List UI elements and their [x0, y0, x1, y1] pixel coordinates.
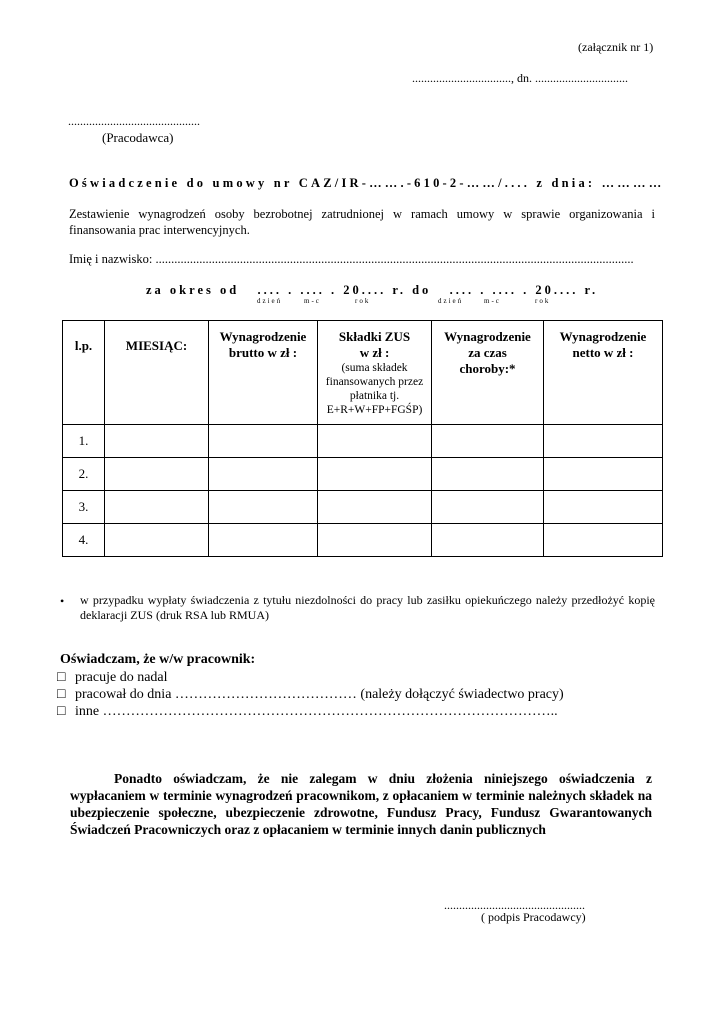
header-sick: Wynagrodzenie za czas choroby:* [432, 321, 544, 425]
header-gross: Wynagrodzenie brutto w zł : [209, 321, 318, 425]
declaration-option-3[interactable]: □ inne …………………………………………………………………………………….. [57, 704, 558, 719]
header-zus: Składki ZUS w zł : (suma składek finansowanych przez płatnika tj. E+R+W+FP+FGŚP) [318, 321, 432, 425]
net-cell[interactable] [544, 425, 663, 458]
month-cell[interactable] [105, 524, 209, 557]
gross-cell[interactable] [209, 524, 318, 557]
net-cell[interactable] [544, 491, 663, 524]
header-net: Wynagrodzenie netto w zł : [544, 321, 663, 425]
footnote-text: w przypadku wypłaty świadczenia z tytułu niezdolności do pracy lub zasiłku opiekuńczego należy przedłożyć kopię deklaracji ZUS (druk RSA lub RMUA) [80, 593, 655, 622]
net-cell[interactable] [544, 458, 663, 491]
employer-label: (Pracodawca) [102, 130, 174, 145]
table-row [63, 524, 663, 557]
month-cell[interactable] [105, 425, 209, 458]
zus-cell[interactable] [318, 524, 432, 557]
period-day-to: dzień [438, 297, 464, 305]
month-cell[interactable] [105, 458, 209, 491]
period-line[interactable]: za okres od .... . .... . 20.... r. do .... . .... . 20.... r. [146, 283, 599, 297]
sick-cell[interactable] [432, 491, 544, 524]
row-number: 3. [63, 491, 105, 524]
checkbox-icon[interactable]: □ [57, 670, 66, 685]
name-line[interactable]: Imię i nazwisko: ......................................................................................................................................................... [69, 252, 634, 266]
row-number: 2. [63, 458, 105, 491]
zus-cell[interactable] [318, 425, 432, 458]
declaration-option-2[interactable]: □ pracował do dnia ………………………………… (należy dołączyć świadectwo pracy) [57, 687, 564, 702]
place-date-line[interactable]: ................................., dn. ............................... [412, 71, 628, 85]
sick-cell[interactable] [432, 524, 544, 557]
signature-label: ( podpis Pracodawcy) [481, 910, 586, 924]
checkbox-icon[interactable]: □ [57, 687, 66, 702]
header-month: MIESIĄC: [105, 321, 209, 425]
net-cell[interactable] [544, 524, 663, 557]
period-month-to: m-c [484, 297, 501, 305]
statement-title: Oświadczenie do umowy nr CAZ/IR-…….-610-2-……/.... z dnia: ………… [69, 176, 665, 190]
table-header-row [63, 321, 663, 425]
attachment-label: (załącznik nr 1) [578, 40, 654, 54]
employer-dots[interactable]: ............................................ [68, 114, 200, 128]
zus-cell[interactable] [318, 458, 432, 491]
sick-cell[interactable] [432, 458, 544, 491]
final-statement: Ponadto oświadczam, że nie zalegam w dniu złożenia niniejszego oświadczenia z wypłacaniem w terminie wynagrodzeń pracownikom, z opłacaniem w terminie należnych składek na ubezpieczenie społeczne, ubezpieczenie zdrowotne, Fundusz Pracy, Fundusz Gwarantowanych Świadczeń Pracowniczych oraz z opłacaniem w terminie innych danin publicznych [70, 771, 652, 837]
period-year-from: rok [355, 297, 371, 305]
table-row [63, 458, 663, 491]
table-row [63, 491, 663, 524]
signature-dots[interactable]: ............................................... [444, 898, 585, 912]
declaration-option-1[interactable]: □ pracuje do nadal [57, 670, 168, 685]
table-row [63, 425, 663, 458]
header-lp: l.p. [63, 321, 105, 425]
gross-cell[interactable] [209, 425, 318, 458]
intro-paragraph: Zestawienie wynagrodzeń osoby bezrobotnej zatrudnionej w ramach umowy w sprawie organizowania i finansowania prac interwencyjnych. [69, 207, 655, 237]
period-year-to: rok [535, 297, 551, 305]
gross-cell[interactable] [209, 458, 318, 491]
row-number: 1. [63, 425, 105, 458]
period-day-from: dzień [257, 297, 283, 305]
sick-cell[interactable] [432, 425, 544, 458]
checkbox-icon[interactable]: □ [57, 704, 66, 719]
row-number: 4. [63, 524, 105, 557]
month-cell[interactable] [105, 491, 209, 524]
declaration-title: Oświadczam, że w/w pracownik: [60, 652, 256, 667]
gross-cell[interactable] [209, 491, 318, 524]
salary-table [62, 320, 663, 557]
period-month-from: m-c [304, 297, 321, 305]
zus-cell[interactable] [318, 491, 432, 524]
footnote-bullet: • [60, 594, 65, 608]
